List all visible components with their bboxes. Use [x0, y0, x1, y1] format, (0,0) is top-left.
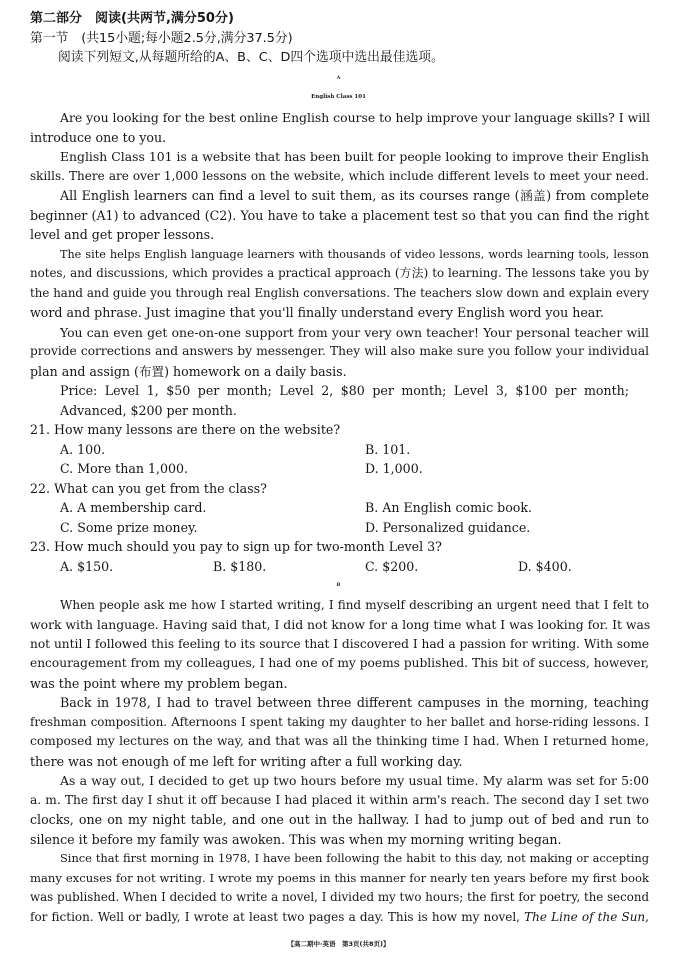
passage-a-letter: A [336, 76, 341, 81]
answer-option[interactable]: A. 100. [60, 442, 106, 457]
passage-a-line: All English learners can find a level to suit them, as its courses range (涵盖) from complete [60, 188, 649, 203]
passage-b-line: When people ask me how I started writing, I find myself describing an urgent need that I felt to [60, 598, 649, 612]
answer-option[interactable]: B. An English comic book. [365, 500, 532, 515]
answer-option[interactable]: C. More than 1,000. [60, 461, 188, 476]
passage-b-line: many excuses for not writing. I wrote my poems in this manner for nearly ten years before my first book [30, 871, 649, 885]
question-stem: 21. How many lessons are there on the website? [30, 422, 341, 437]
part-heading: 第二部分 阅读(共两节,满分50分) [30, 11, 234, 26]
question-stem: 22. What can you get from the class? [30, 481, 267, 496]
passage-b-line: Back in 1978, I had to travel between three different campuses in the morning, teaching [60, 695, 649, 710]
price-line: Price: Level 1, $50 per month; Level 2, $80 per month; Level 3, $100 per month; [60, 383, 629, 398]
passage-b-text: for fiction. Well or badly, I wrote at least two pages a day. This is how my novel, [30, 910, 520, 924]
passage-a-line: the hand and guide you through real English conversations. The teachers slow down and explain every [30, 286, 649, 300]
answer-option[interactable]: A. A membership card. [60, 500, 207, 515]
price-line: Advanced, $200 per month. [60, 403, 237, 418]
answer-option[interactable]: C. Some prize money. [60, 520, 198, 535]
passage-b-line: encouragement from my colleagues, I had one of my poems published. This bit of success, however, [30, 656, 649, 670]
passage-b-line: freshman composition. Afternoons I spent taking my daughter to her ballet and horse-riding lessons. I [30, 715, 649, 729]
passage-b-line: clocks, one on my night table, and one out in the hallway. I had to jump out of bed and run to [30, 812, 649, 827]
answer-option[interactable]: D. 1,000. [365, 461, 423, 476]
answer-option[interactable]: A. $150. [60, 559, 114, 574]
passage-a-line: Are you looking for the best online English course to help improve your language skills? I will [60, 110, 651, 125]
passage-b-line: silence it before my family was awoken. This was when my morning writing began. [30, 832, 562, 847]
passage-b-line: composed my lectures on the way, and that was all the thinking time I had. When I returned home, [30, 734, 649, 748]
passage-a-line: You can even get one-on-one support from your very own teacher! Your personal teacher will [60, 325, 649, 340]
passage-b-line: work with language. Having said that, I did not know for a long time what I was looking for. It was [30, 617, 651, 632]
passage-b-letter: B [336, 583, 341, 588]
book-title: The Line of the Sun [524, 910, 646, 924]
passage-a-line: introduce one to you. [30, 130, 167, 145]
answer-option[interactable]: D. $400. [518, 559, 572, 574]
passage-b-line: Since that first morning in 1978, I have been following the habit to this day, not making or accepting [60, 851, 649, 865]
question-stem: 23. How much should you pay to sign up for two-month Level 3? [30, 539, 442, 554]
book-title-comma: , [645, 910, 649, 924]
passage-b-line: was the point where my problem began. [30, 676, 288, 691]
passage-b-line: was published. When I decided to write a novel, I divided my two hours; the first for poetry, the second [30, 890, 649, 904]
passage-b-line: a. m. The first day I shut it off because I had placed it within arm's reach. The second day I set two [30, 793, 649, 807]
answer-option[interactable]: B. 101. [365, 442, 411, 457]
passage-b-line: not until I followed this feeling to its source that I discovered I had a passion for writing. With some [30, 637, 650, 651]
answer-option[interactable]: C. $200. [365, 559, 419, 574]
passage-a-line: English Class 101 is a website that has been built for people looking to improve their English [60, 149, 649, 164]
passage-a-line: The site helps English language learners with thousands of video lessons, words learning tools, lesson [60, 248, 649, 261]
passage-a-line: word and phrase. Just imagine that you'll finally understand every English word you hear. [30, 305, 604, 320]
answer-option[interactable]: B. $180. [213, 559, 267, 574]
passage-a-line: level and get proper lessons. [30, 227, 215, 242]
page-footer: 【高二期中·英语 第3页(共8页)】 [287, 940, 390, 948]
passage-a-line: provide corrections and answers by messenger. They will also make sure you follow your individual [30, 344, 649, 358]
passage-b-line: there was not enough of me left for writing after a full working day. [30, 754, 463, 769]
passage-a-title: English Class 101 [311, 94, 366, 100]
passage-a-line: beginner (A1) to advanced (C2). You have to take a placement test so that you can find the right [30, 208, 649, 223]
passage-b-line [30, 908, 649, 927]
section-heading: 第一节 (共15小题;每小题2.5分,满分37.5分) [30, 31, 293, 46]
passage-a-line: plan and assign (布置) homework on a daily basis. [30, 364, 347, 379]
passage-a-line: skills. There are over 1,000 lessons on the website, which include different levels to meet your need. [30, 169, 649, 183]
passage-a-line: notes, and discussions, which provides a practical approach (方法) to learning. The lessons take you by [30, 266, 649, 280]
answer-option[interactable]: D. Personalized guidance. [365, 520, 531, 535]
instruction-text: 阅读下列短文,从每题所给的A、B、C、D四个选项中选出最佳选项。 [58, 50, 444, 65]
passage-b-line: As a way out, I decided to get up two hours before my usual time. My alarm was set for 5:00 [60, 773, 649, 788]
